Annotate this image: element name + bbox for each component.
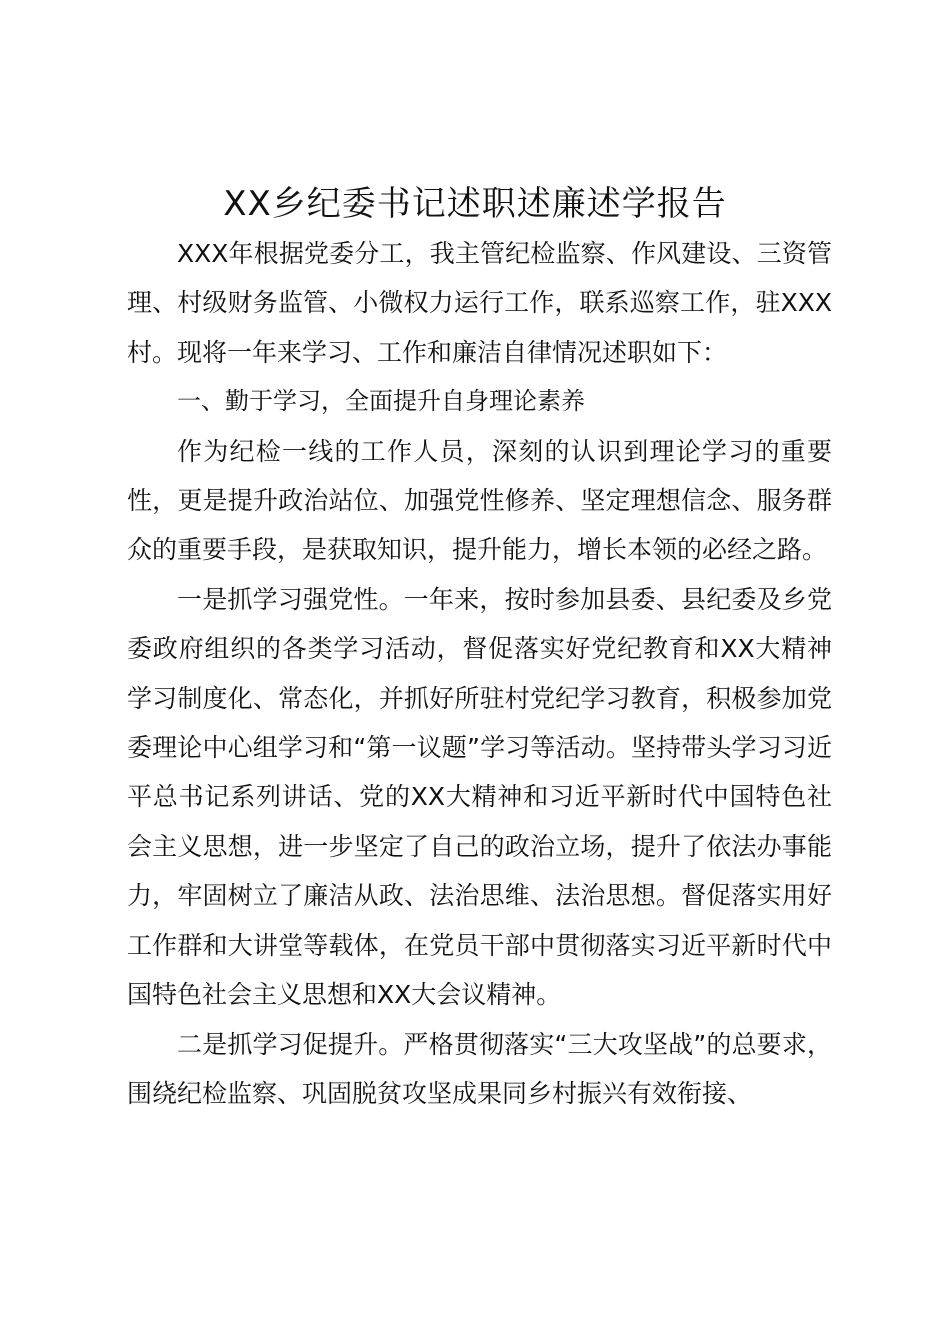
section-1-paragraph: 作为纪检一线的工作人员，深刻的认识到理论学习的重要性，更是提升政治站位、加强党性修养、坚定理想信念、服务群众的重要手段，是获取知识，提升能力，增长本领的必经之路。 <box>127 436 832 565</box>
document-body <box>127 229 832 1118</box>
document-title: XX乡纪委书记述职述廉述学报告 <box>223 184 727 224</box>
point-2-paragraph: 二是抓学习促提升。严格贯彻落实“三大攻坚战”的总要求，围绕纪检监察、巩固脱贫攻坚成果同乡村振兴有效衔接、 <box>127 1029 832 1108</box>
point-1-paragraph: 一是抓学习强党性。一年来，按时参加县委、县纪委及乡党委政府组织的各类学习活动，督促落实好党纪教育和XX大精神学习制度化、常态化，并抓好所驻村党纪学习教育，积极参加党委理论中心组学习和“第一议题”学习等活动。坚持带头学习习近平总书记系列讲话、党的XX大精神和习近平新时代中国特色社会主义思想，进一步坚定了自己的政治立场，提升了依法办事能力，牢固树立了廉洁从政、法治思维、法治思想。督促落实用好工作群和大讲堂等载体，在党员干部中贯彻落实习近平新时代中国特色社会主义思想和XX大会议精神。 <box>127 584 832 1010</box>
section-heading-1: 一、勤于学习，全面提升自身理论素养 <box>177 387 585 416</box>
intro-paragraph: XXX年根据党委分工，我主管纪检监察、作风建设、三资管理、村级财务监管、小微权力运行工作，联系巡察工作，驻XXX村。现将一年来学习、工作和廉洁自律情况述职如下： <box>127 239 832 367</box>
